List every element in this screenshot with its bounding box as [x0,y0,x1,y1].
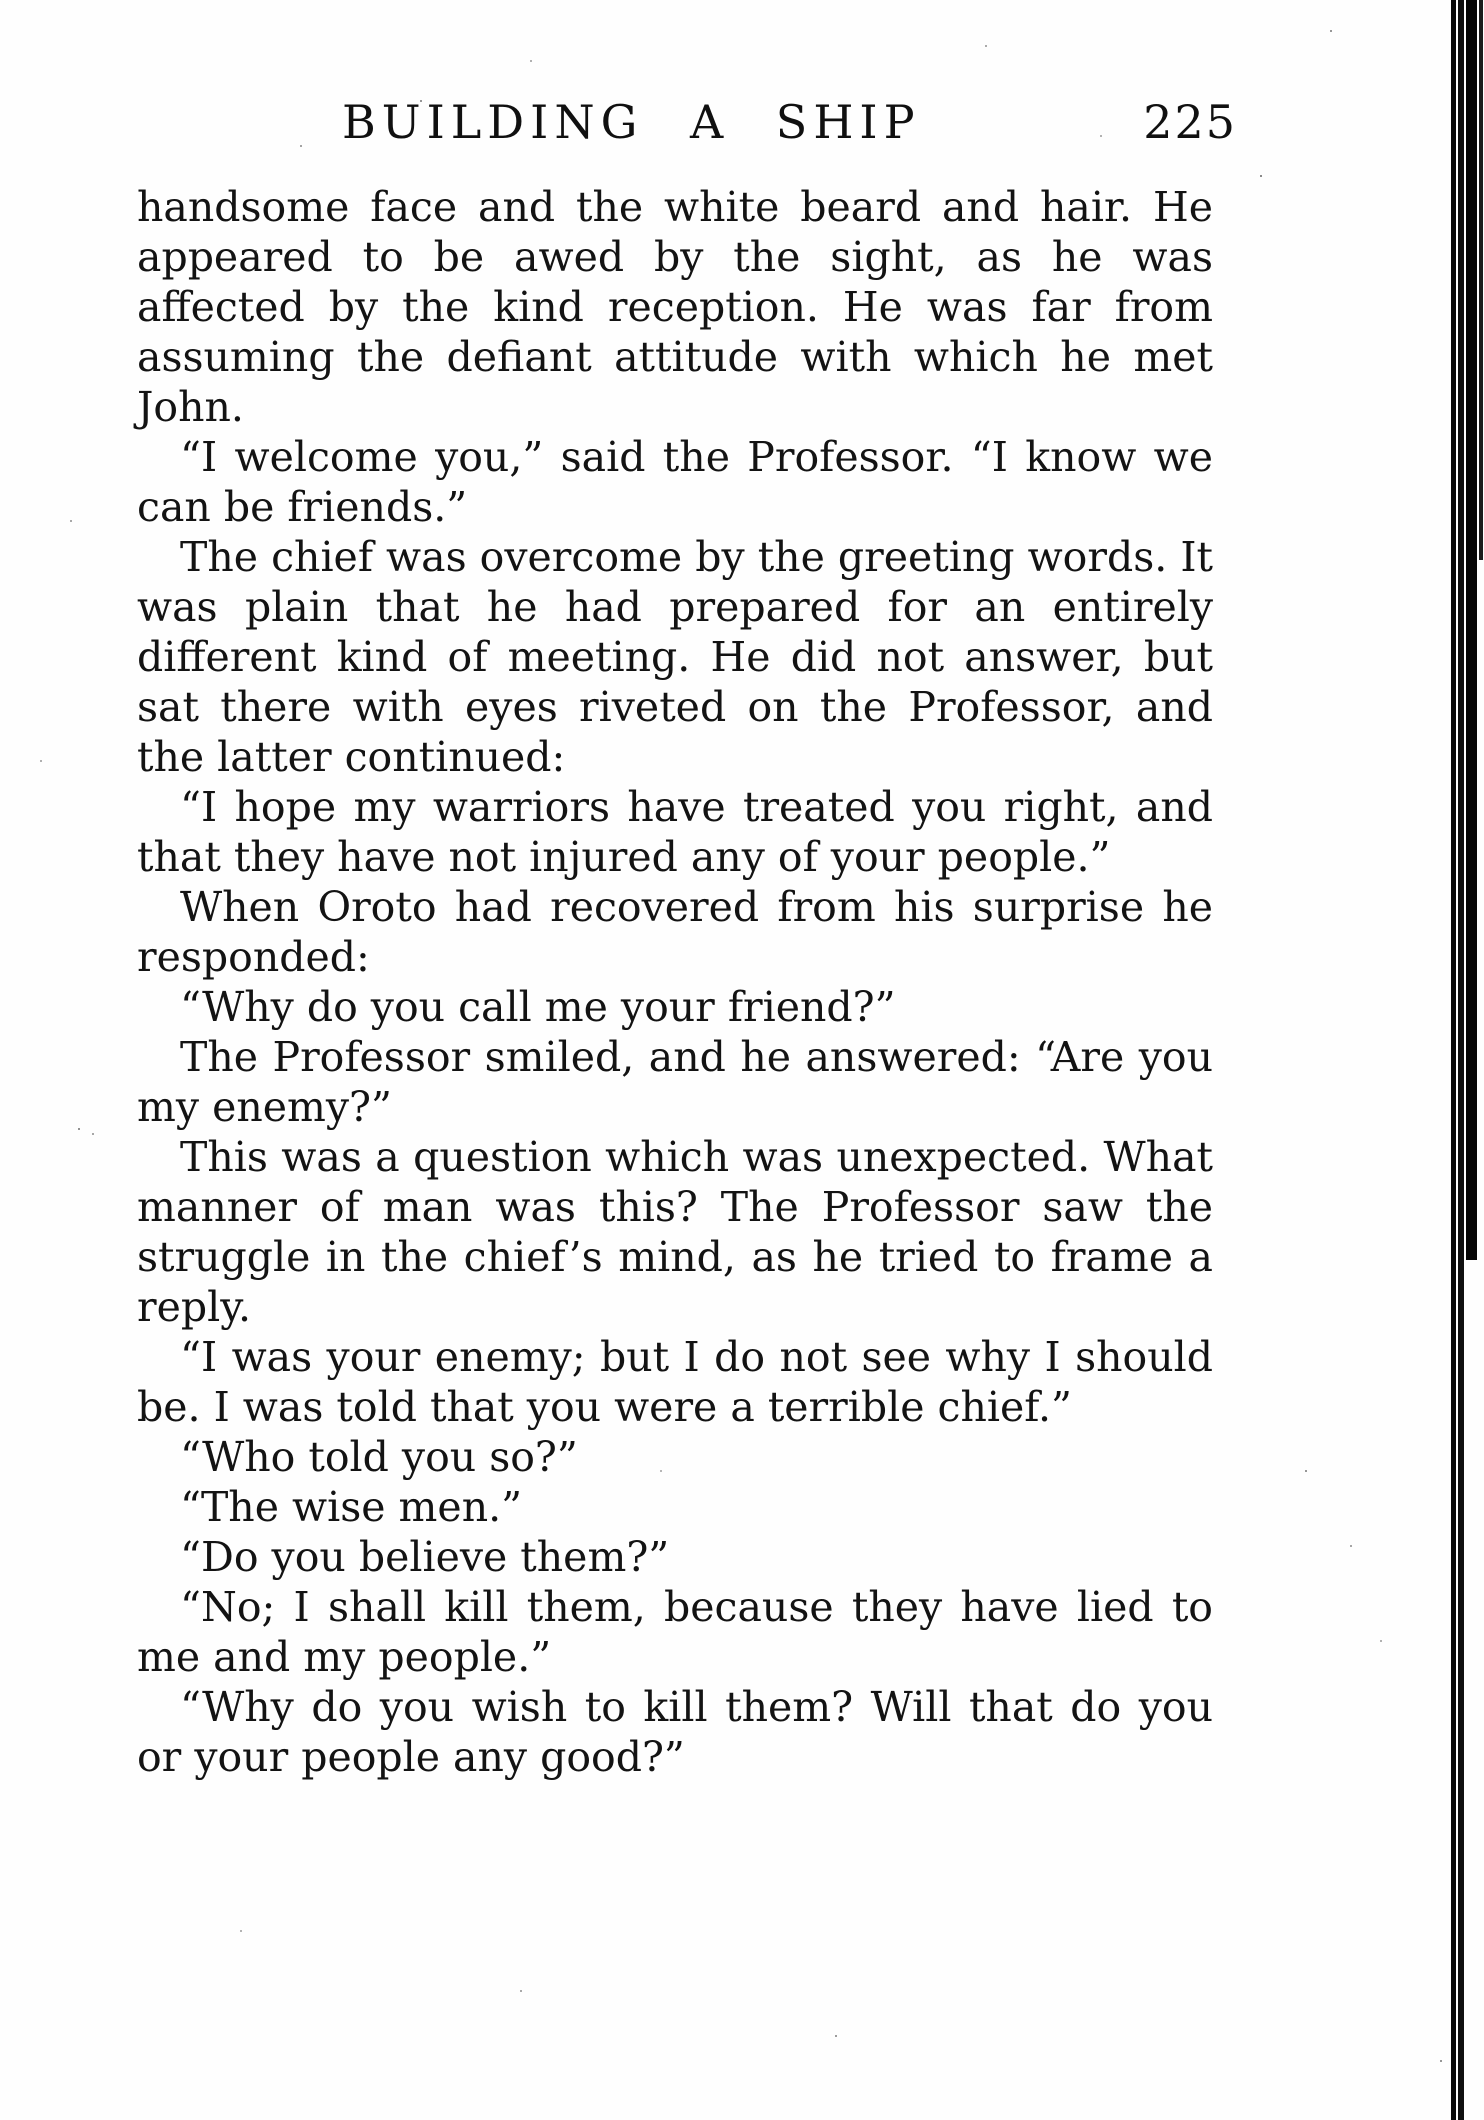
scan-noise-speckles [0,0,2,2]
page-header [137,95,1237,156]
paragraph: “No; I shall kill them, because they have lied to me and my people.” [137,1583,1213,1681]
scan-binding-edge [1466,0,1477,1260]
paragraph: This was a question which was unexpected. What manner of man was this? The Professor saw the struggle in the chief’s mind, as he tried to frame a reply. [137,1133,1213,1331]
page-text [137,182,1213,1782]
paragraph: “The wise men.” [180,1483,523,1531]
scan-binding-edge [1479,0,1483,560]
paragraph: “Do you believe them?” [180,1533,670,1581]
paragraph: “I hope my warriors have treated you right, and that they have not injured any of your people.” [137,783,1213,881]
paragraph: “I was your enemy; but I do not see why I should be. I was told that you were a terrible chief.” [137,1333,1213,1431]
running-title: BUILDING A SHIP [342,95,921,149]
paragraph: “Why do you wish to kill them? Will that do you or your people any good?” [137,1683,1213,1781]
paragraph: “I welcome you,” said the Professor. “I know we can be friends.” [137,433,1213,531]
scan-binding-edge [1451,0,1456,2120]
paragraph: When Oroto had recovered from his surprise he responded: [137,883,1213,981]
page-number: 225 [1143,95,1237,149]
paragraph: The chief was overcome by the greeting words. It was plain that he had prepared for an entirely different kind of meeting. He did not answer, but sat there with eyes riveted on the Professor, and the latter continued: [137,533,1213,781]
scan-binding-edge [1458,0,1464,2120]
paragraph: The Professor smiled, and he answered: “Are you my enemy?” [137,1033,1213,1131]
paragraph: “Why do you call me your friend?” [180,983,896,1031]
paragraph: handsome face and the white beard and hair. He appeared to be awed by the sight, as he was affected by the kind reception. He was far from assuming the defiant attitude with which he met John. [137,183,1213,431]
paragraph: “Who told you so?” [180,1433,578,1481]
